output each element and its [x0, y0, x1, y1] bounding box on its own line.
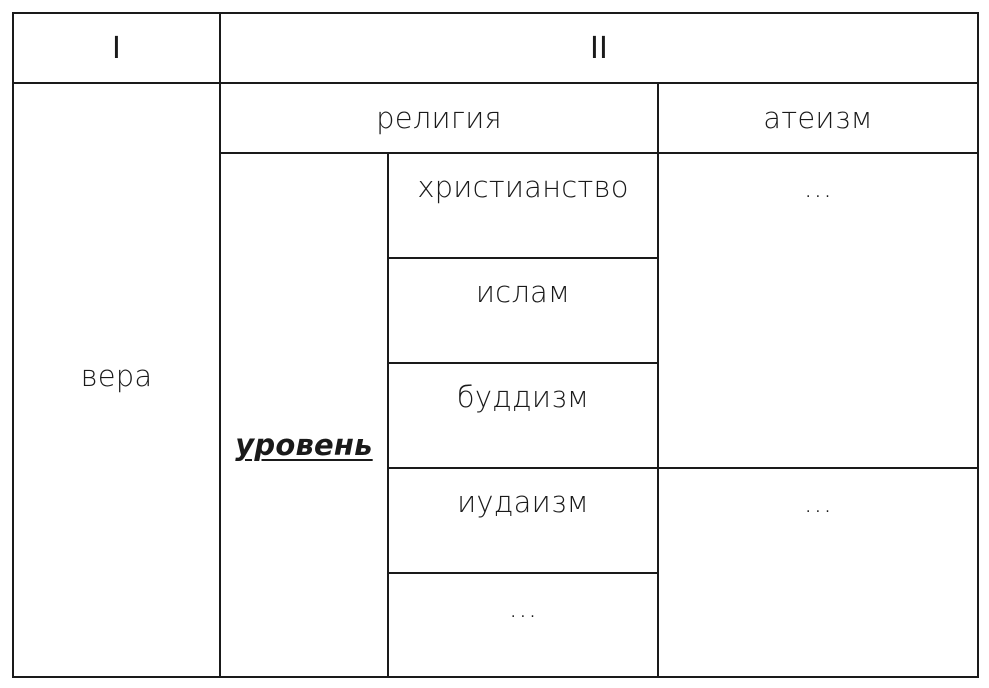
- atheism-cell-1: …: [658, 153, 978, 468]
- religion-header-cell: религия: [220, 83, 658, 153]
- religion-cell-buddhism: буддизм: [388, 363, 658, 468]
- category-row: [13, 83, 978, 153]
- religion-cell-judaism: иудаизм: [388, 468, 658, 573]
- atheism-header-cell: атеизм: [658, 83, 978, 153]
- level-cell: уровень: [220, 153, 388, 677]
- header-row: [13, 13, 978, 83]
- faith-cell: вера: [13, 83, 220, 677]
- header-col-2: II: [220, 13, 978, 83]
- religion-cell-etc: …: [388, 573, 658, 677]
- religion-cell-christianity: христианство: [388, 153, 658, 258]
- classification-table: [12, 12, 979, 678]
- header-col-1: I: [13, 13, 220, 83]
- religion-cell-islam: ислам: [388, 258, 658, 363]
- atheism-cell-2: …: [658, 468, 978, 677]
